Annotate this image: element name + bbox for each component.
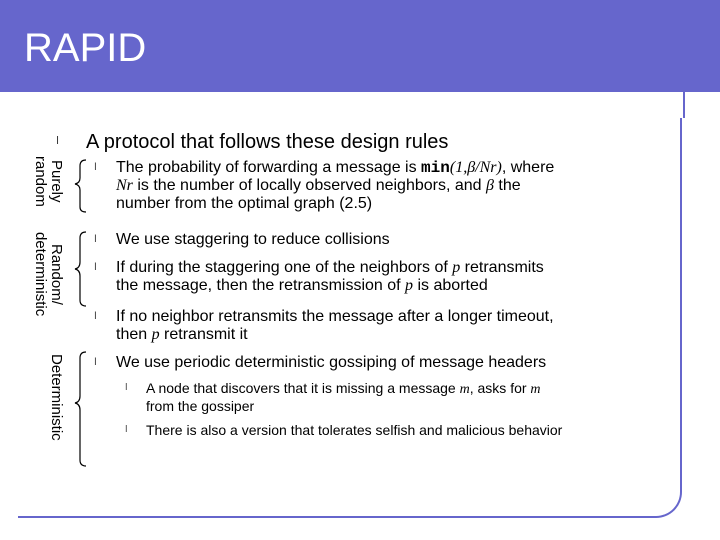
text-segment: retransmits bbox=[460, 259, 544, 276]
list-item-line: If no neighbor retransmits the message after a longer timeout, bbox=[116, 308, 554, 325]
code-min: min bbox=[421, 159, 450, 177]
var-m: m bbox=[459, 382, 470, 397]
list-item-gossiping: We use periodic deterministic gossiping of message headers bbox=[116, 354, 547, 371]
brace-random-deterministic bbox=[75, 232, 86, 306]
brace-purely-random bbox=[75, 160, 86, 212]
bullet-l-icon: l bbox=[125, 425, 128, 435]
text-segment: , asks for bbox=[469, 380, 531, 396]
var-nr: Nr bbox=[116, 177, 133, 194]
var-p: p bbox=[151, 326, 160, 343]
brace-deterministic bbox=[75, 352, 86, 466]
slide-title: RAPID bbox=[24, 26, 147, 70]
bullet-l-icon: l bbox=[56, 134, 60, 147]
list-item-line: from the gossiper bbox=[146, 398, 255, 414]
list-item-line: number from the optimal graph (2.5) bbox=[116, 195, 373, 212]
text-segment: A node that discovers that it is missing a message bbox=[146, 380, 460, 396]
text-segment: then bbox=[116, 326, 152, 343]
bullet-l-icon: l bbox=[94, 262, 97, 273]
bullet-l-icon: l bbox=[94, 162, 97, 173]
text-segment: the message, then the retransmission of bbox=[116, 277, 406, 294]
bullet-l-icon: l bbox=[125, 383, 128, 393]
label-deterministic: Deterministic bbox=[48, 354, 65, 441]
bullet-l-icon: l bbox=[94, 357, 97, 368]
text-segment: the bbox=[493, 177, 521, 194]
list-item-staggering: We use staggering to reduce collisions bbox=[116, 231, 390, 248]
text-segment: , where bbox=[501, 159, 555, 176]
text-segment: If during the staggering one of the neighbors of bbox=[116, 259, 453, 276]
bullet-l-icon: l bbox=[94, 234, 97, 245]
var-beta: β bbox=[486, 177, 494, 194]
text-segment: is the number of locally observed neighbors, and bbox=[132, 177, 486, 194]
var-p: p bbox=[452, 259, 461, 276]
var-m: m bbox=[530, 382, 541, 397]
bullet-l-icon: l bbox=[94, 311, 97, 322]
main-bullet-text: A protocol that follows these design rules bbox=[86, 131, 449, 153]
var-p: p bbox=[405, 277, 414, 294]
label-random-deterministic: Random/ deterministic bbox=[32, 232, 65, 317]
label-purely-random: Purely random bbox=[32, 156, 65, 207]
text-segment: retransmit it bbox=[159, 326, 248, 343]
text-segment: is aborted bbox=[413, 277, 488, 294]
text-segment: The probability of forwarding a message is bbox=[116, 159, 422, 176]
subitem-selfish-version: There is also a version that tolerates selfish and malicious behavior bbox=[146, 422, 563, 438]
formula: (1,β/Nr) bbox=[449, 159, 502, 176]
